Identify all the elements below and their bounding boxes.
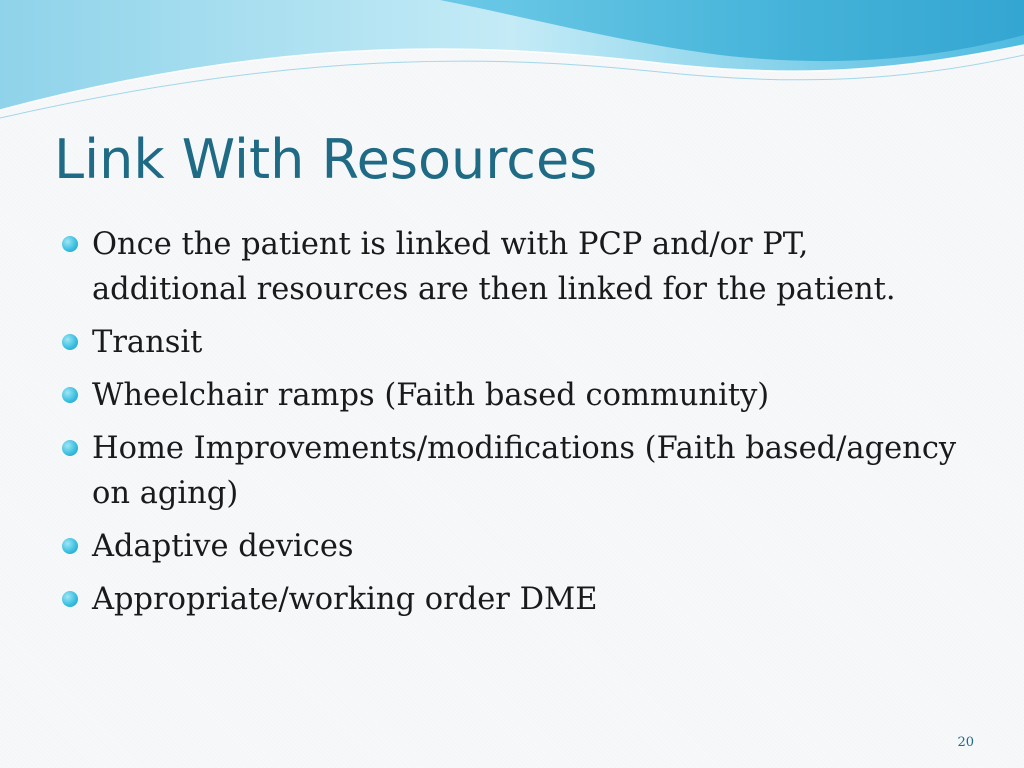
header-wave-decoration xyxy=(0,0,1024,125)
bullet-text: Wheelchair ramps (Faith based community) xyxy=(92,378,770,413)
bullet-icon xyxy=(62,591,78,607)
bullet-item xyxy=(60,222,960,312)
bullet-text: Transit xyxy=(92,325,203,360)
bullet-icon xyxy=(62,440,78,456)
bullet-text: Home Improvements/modifications (Faith based/agency on aging) xyxy=(92,431,957,511)
bullet-item xyxy=(60,373,960,418)
bullet-item xyxy=(60,320,960,365)
bullet-item xyxy=(60,524,960,569)
bullet-text: Once the patient is linked with PCP and/or PT, additional resources are then linked for the patient. xyxy=(92,227,896,307)
bullet-icon xyxy=(62,334,78,350)
bullet-icon xyxy=(62,236,78,252)
bullet-item xyxy=(60,577,960,622)
slide-title: Link With Resources xyxy=(54,128,598,191)
bullet-list xyxy=(60,222,960,630)
bullet-icon xyxy=(62,538,78,554)
bullet-item xyxy=(60,426,960,516)
bullet-icon xyxy=(62,387,78,403)
page-number: 20 xyxy=(957,735,974,750)
bullet-text: Appropriate/working order DME xyxy=(92,582,598,617)
bullet-text: Adaptive devices xyxy=(92,529,354,564)
